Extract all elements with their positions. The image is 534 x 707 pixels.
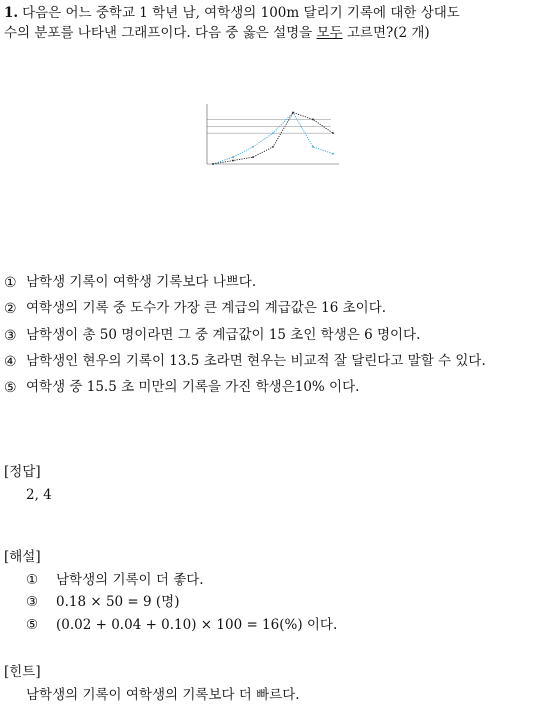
series-line-1 bbox=[213, 113, 333, 164]
explanation-text: 남학생의 기록이 더 좋다. bbox=[56, 571, 204, 588]
explanation-item-1 bbox=[4, 571, 524, 591]
option-text: 남학생이 총 50 명이라면 그 중 계급값이 15 초인 학생은 6 명이다. bbox=[26, 326, 421, 343]
explanation-text: (0.02 + 0.04 + 0.10) × 100 = 16(%) 이다. bbox=[56, 616, 338, 633]
series-0-point-3 bbox=[272, 132, 274, 134]
hint-label: [힌트] bbox=[4, 664, 41, 680]
explanation-item-2 bbox=[4, 593, 524, 613]
question-emphasis: 모두 bbox=[316, 24, 343, 41]
series-0-point-2 bbox=[252, 146, 254, 148]
relative-frequency-chart bbox=[193, 100, 343, 172]
option-marker: ③ bbox=[4, 327, 17, 344]
question-line-2 bbox=[4, 24, 524, 44]
option-marker: ② bbox=[4, 301, 17, 318]
explanation-text: 0.18 × 50 = 9 (명) bbox=[56, 594, 180, 611]
question-line-1 bbox=[4, 4, 524, 24]
hint-section bbox=[4, 663, 524, 705]
option-2[interactable] bbox=[4, 299, 532, 319]
option-text: 남학생인 현우의 기록이 13.5 초라면 현우는 비교적 잘 달린다고 말할 수 있다. bbox=[26, 352, 486, 369]
option-text: 여학생의 기록 중 도수가 가장 큰 계급의 계급값은 16 초이다. bbox=[26, 300, 387, 317]
series-1-point-3 bbox=[272, 146, 274, 148]
question bbox=[4, 4, 524, 43]
hint-text: 남학생의 기록이 여학생의 기록보다 더 빠르다. bbox=[26, 686, 300, 703]
series-1-point-4 bbox=[292, 112, 294, 114]
answer-label: [정답] bbox=[4, 464, 41, 480]
option-text: 여학생 중 15.5 초 미만의 기록을 가진 학생은10% 이다. bbox=[26, 379, 360, 396]
series-1-point-5 bbox=[312, 119, 314, 121]
question-text-2b: 고르면?(2 개) bbox=[342, 24, 430, 41]
explanation-section bbox=[4, 548, 524, 638]
explanation-label: [해설] bbox=[4, 549, 41, 565]
series-0-point-1 bbox=[232, 156, 234, 158]
option-3[interactable] bbox=[4, 326, 532, 346]
series-0-point-5 bbox=[312, 146, 314, 148]
options-list bbox=[4, 273, 532, 404]
option-1[interactable] bbox=[4, 273, 532, 293]
explanation-marker: ③ bbox=[26, 594, 39, 611]
explanation-marker: ① bbox=[26, 571, 39, 588]
option-marker: ④ bbox=[4, 353, 17, 370]
question-text-2a: 수의 분포를 나타낸 그래프이다. 다음 중 옳은 설명을 bbox=[4, 24, 317, 41]
series-0-point-6 bbox=[332, 153, 334, 155]
answer-value: 2, 4 bbox=[26, 486, 52, 503]
series-1-point-2 bbox=[252, 156, 254, 158]
option-5[interactable] bbox=[4, 378, 532, 398]
question-text-1: 다음은 어느 중학교 1 학년 남, 여학생의 100m 달리기 기록에 대한 상대도 bbox=[22, 5, 460, 21]
series-1-point-1 bbox=[232, 160, 234, 162]
option-text: 남학생 기록이 여학생 기록보다 나쁘다. bbox=[26, 274, 257, 290]
series-1-point-0 bbox=[212, 163, 214, 165]
answer-section bbox=[4, 463, 52, 505]
option-4[interactable] bbox=[4, 352, 532, 372]
option-marker: ⑤ bbox=[4, 380, 17, 397]
option-marker: ① bbox=[4, 275, 17, 291]
series-1-point-6 bbox=[332, 132, 334, 134]
explanation-item-3 bbox=[4, 616, 524, 636]
chart-gridlines bbox=[207, 119, 331, 133]
series-line-0 bbox=[213, 113, 333, 164]
question-number: 1. bbox=[4, 5, 19, 21]
explanation-marker: ⑤ bbox=[26, 616, 39, 633]
